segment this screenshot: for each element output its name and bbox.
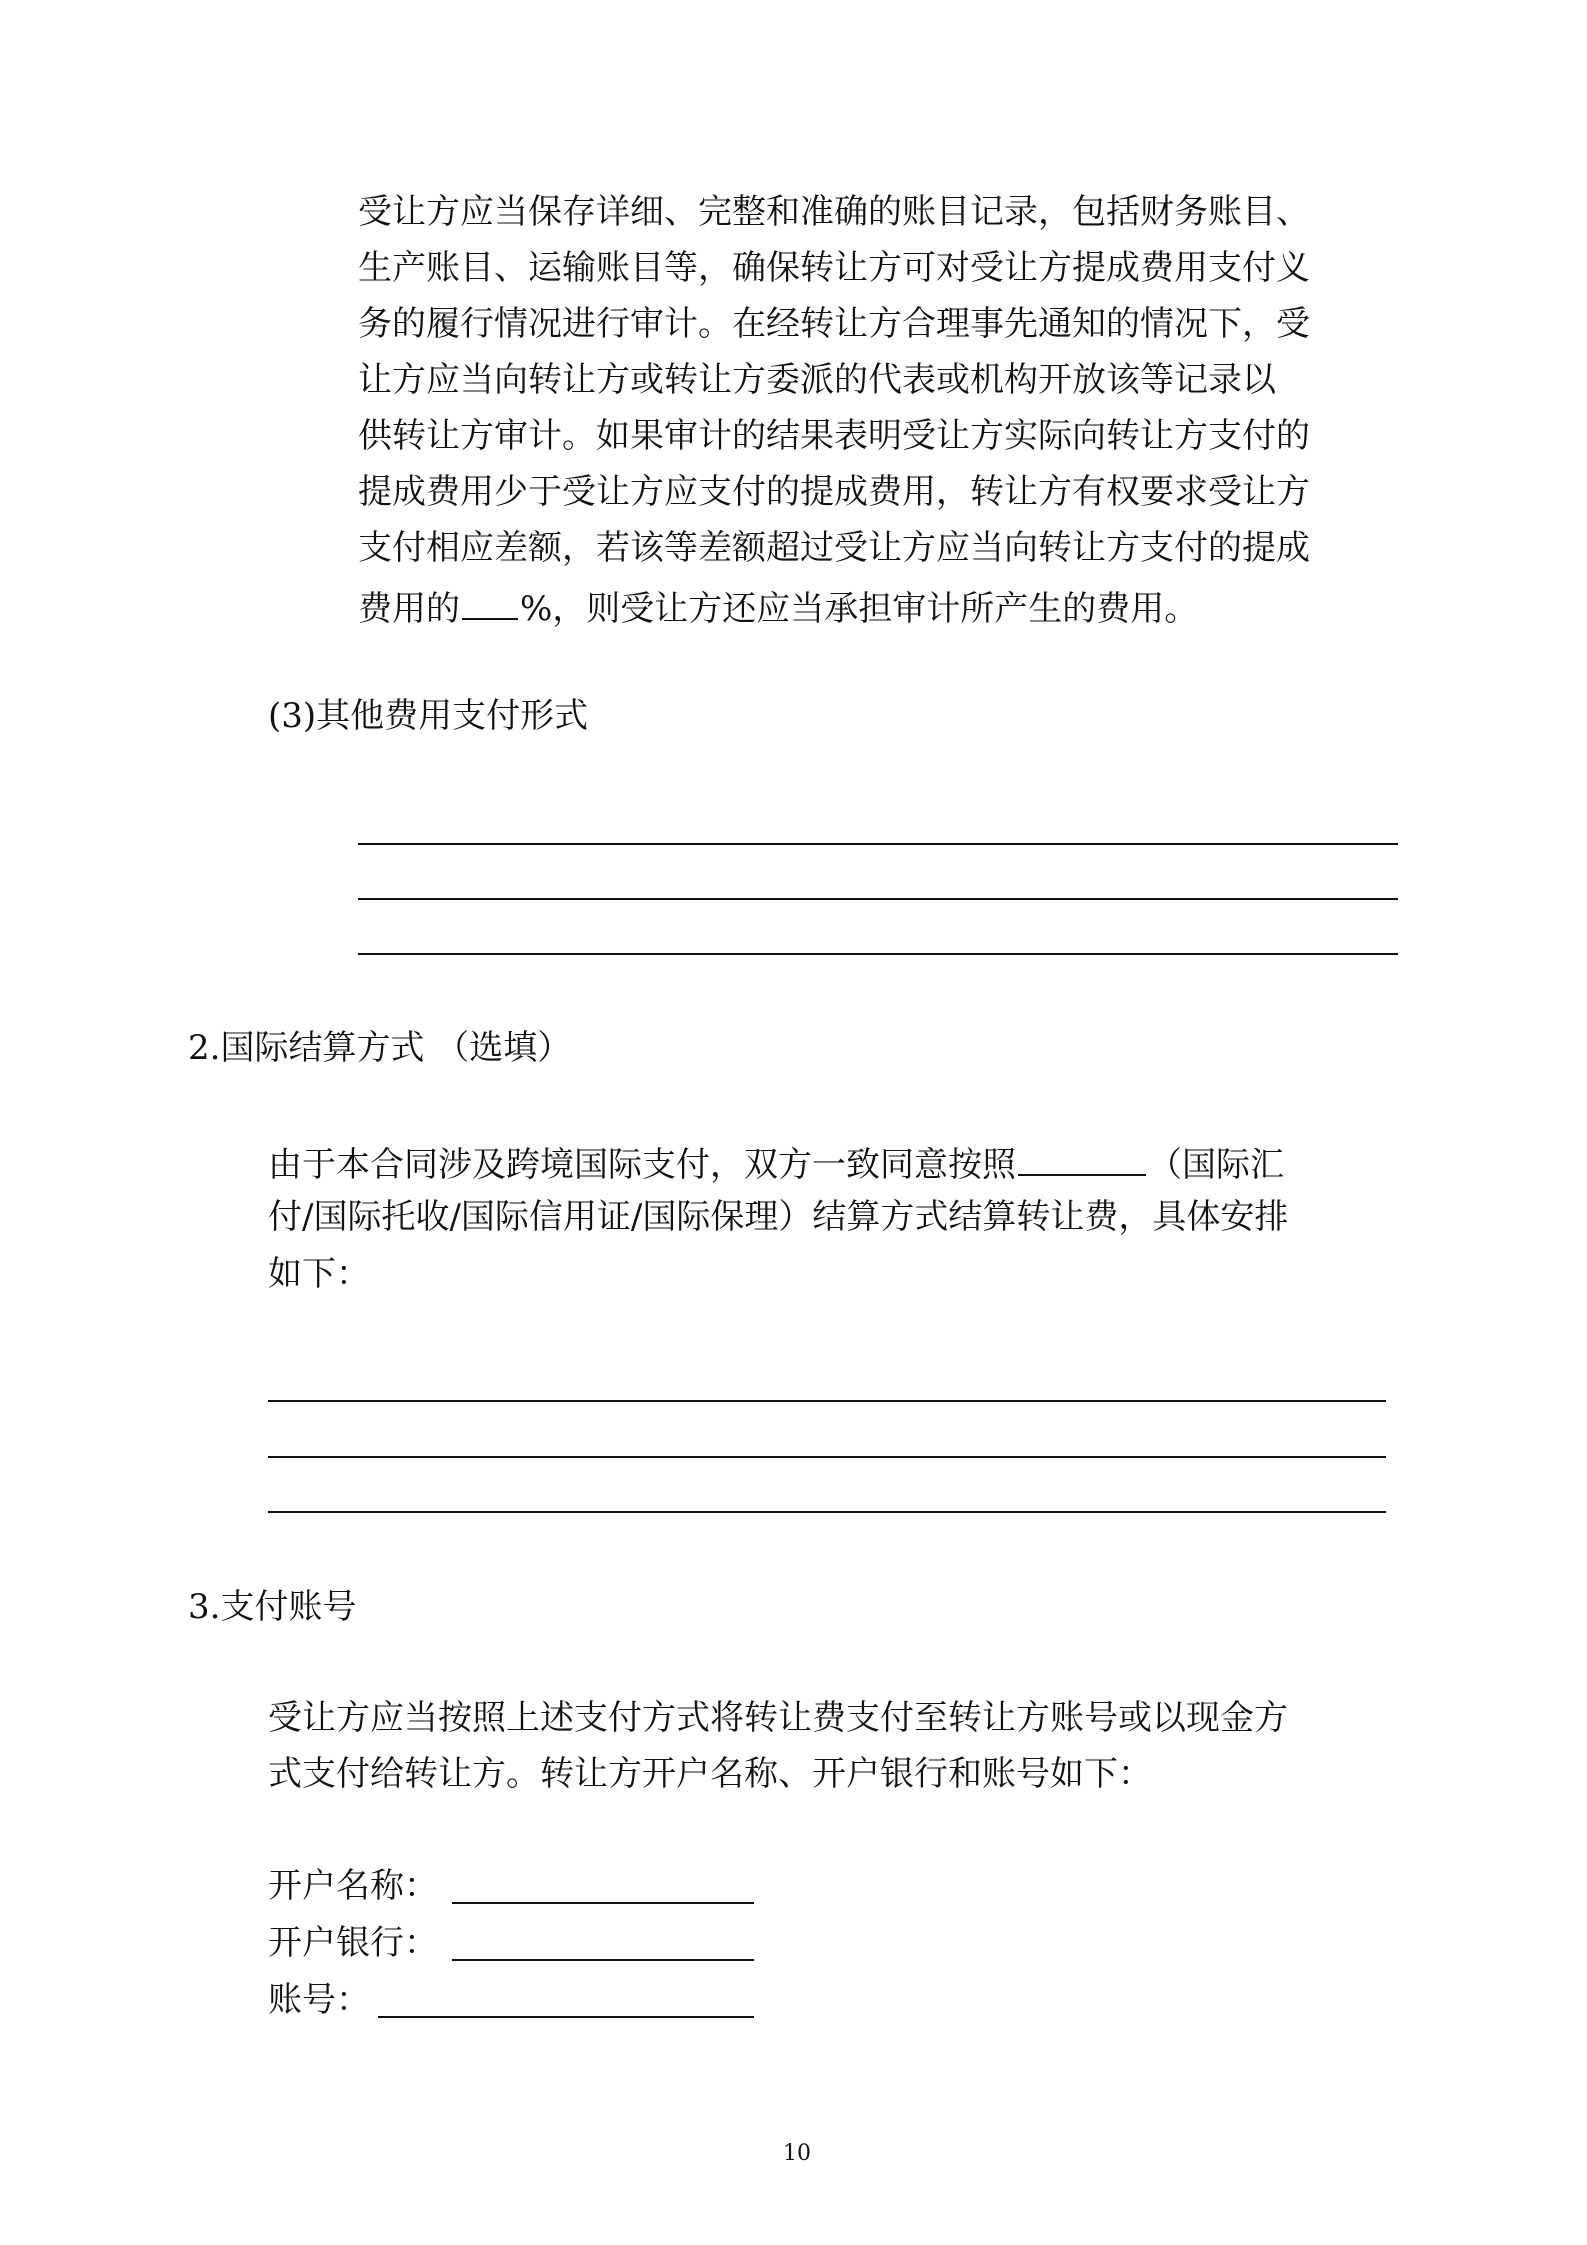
account-name-field[interactable] (452, 1902, 754, 1904)
account-name-label: 开户名称： (268, 1866, 438, 1906)
bank-field[interactable] (452, 1959, 754, 1961)
bank-label: 开户银行： (268, 1923, 438, 1963)
page-number: 10 (783, 2141, 811, 2166)
settlement-heading: 2.国际结算方式 （选填） (188, 1028, 572, 1068)
audit-line-4: 让方应当向转让方或转让方委派的代表或机构开放该等记录以 (358, 360, 1276, 400)
audit-line-5: 供转让方审计。如果审计的结果表明受让方实际向转让方支付的 (358, 416, 1310, 456)
payment-account-line-1: 受让方应当按照上述支付方式将转让费支付至转让方账号或以现金方 (268, 1698, 1288, 1738)
settlement-line-3: 如下： (268, 1254, 370, 1294)
other-payment-heading: (3)其他费用支付形式 (268, 696, 589, 736)
settlement-line-1-before: 由于本合同涉及跨境国际支付，双方一致同意按照 (268, 1145, 1016, 1185)
settlement-line-2: 付/国际托收/国际信用证/国际保理）结算方式结算转让费，具体安排 (268, 1197, 1289, 1237)
audit-line-2: 生产账目、运输账目等，确保转让方可对受让方提成费用支付义 (358, 248, 1310, 288)
settlement-line-1-after: （国际汇 (1148, 1145, 1284, 1185)
settlement-line-1 (268, 1136, 1284, 1189)
audit-line-1: 受让方应当保存详细、完整和准确的账目记录，包括财务账目、 (358, 192, 1310, 232)
other-payment-blank-line-1[interactable] (358, 843, 1398, 845)
audit-line-8-after: %，则受让方还应当承担审计所产生的费用。 (520, 589, 1199, 629)
other-payment-blank-line-2[interactable] (358, 898, 1398, 900)
audit-line-3: 务的履行情况进行审计。在经转让方合理事先通知的情况下，受 (358, 304, 1310, 344)
account-no-label: 账号： (268, 1980, 370, 2020)
settlement-blank-line-2[interactable] (268, 1456, 1386, 1458)
other-payment-blank-line-3[interactable] (358, 953, 1398, 955)
audit-line-8-before: 费用的 (358, 589, 460, 629)
payment-account-heading: 3.支付账号 (188, 1587, 357, 1627)
payment-account-line-2: 式支付给转让方。转让方开户名称、开户银行和账号如下： (268, 1754, 1152, 1794)
audit-line-6: 提成费用少于受让方应支付的提成费用，转让方有权要求受让方 (358, 472, 1310, 512)
account-no-field[interactable] (378, 2016, 754, 2018)
settlement-blank-line-1[interactable] (268, 1400, 1386, 1402)
percent-blank[interactable] (462, 580, 518, 620)
settlement-method-blank[interactable] (1018, 1136, 1146, 1176)
audit-line-8 (358, 580, 1198, 633)
settlement-blank-line-3[interactable] (268, 1511, 1386, 1513)
audit-line-7: 支付相应差额，若该等差额超过受让方应当向转让方支付的提成 (358, 528, 1310, 568)
